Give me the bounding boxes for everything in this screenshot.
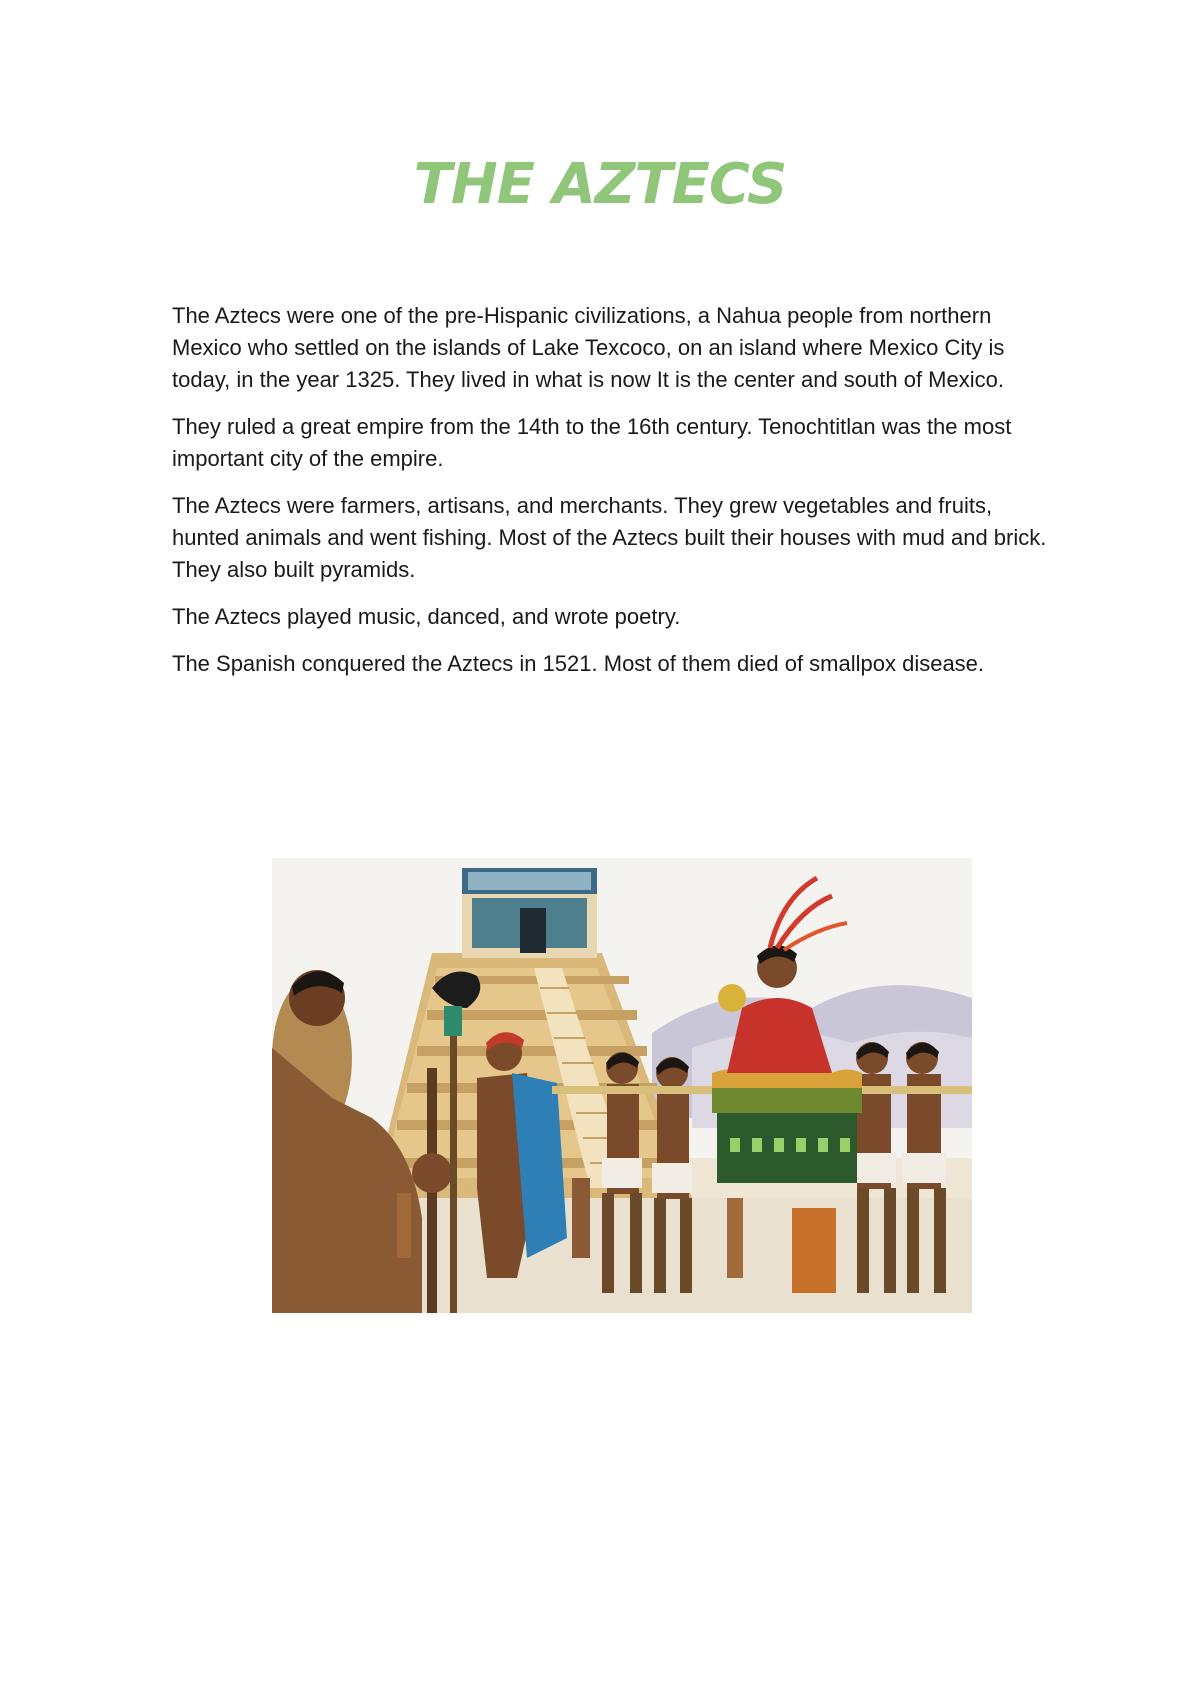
paragraph-culture: The Aztecs played music, danced, and wrote poetry. (172, 604, 681, 629)
aztec-procession-illustration (272, 858, 972, 1313)
paragraph-daily-life: The Aztecs were farmers, artisans, and merchants. They grew vegetables and fruits, hunted animals and went fishing. Most of the Aztecs built their houses with mud and brick. They also built pyramids. (172, 493, 1047, 582)
paragraph-empire: They ruled a great empire from the 14th to the 16th century. Tenochtitlan was the most important city of the empire. (172, 414, 1012, 471)
page-title: THE AZTECS (413, 152, 787, 217)
paragraph-origins: The Aztecs were one of the pre-Hispanic civilizations, a Nahua people from northern Mexico who settled on the islands of Lake Texcoco, on an island where Mexico City is today, in the year 1325. They lived in what is now It is the center and south of Mexico. (172, 303, 1005, 392)
body-text (172, 300, 1052, 695)
paragraph-conquest: The Spanish conquered the Aztecs in 1521. Most of them died of smallpox disease. (172, 651, 985, 676)
